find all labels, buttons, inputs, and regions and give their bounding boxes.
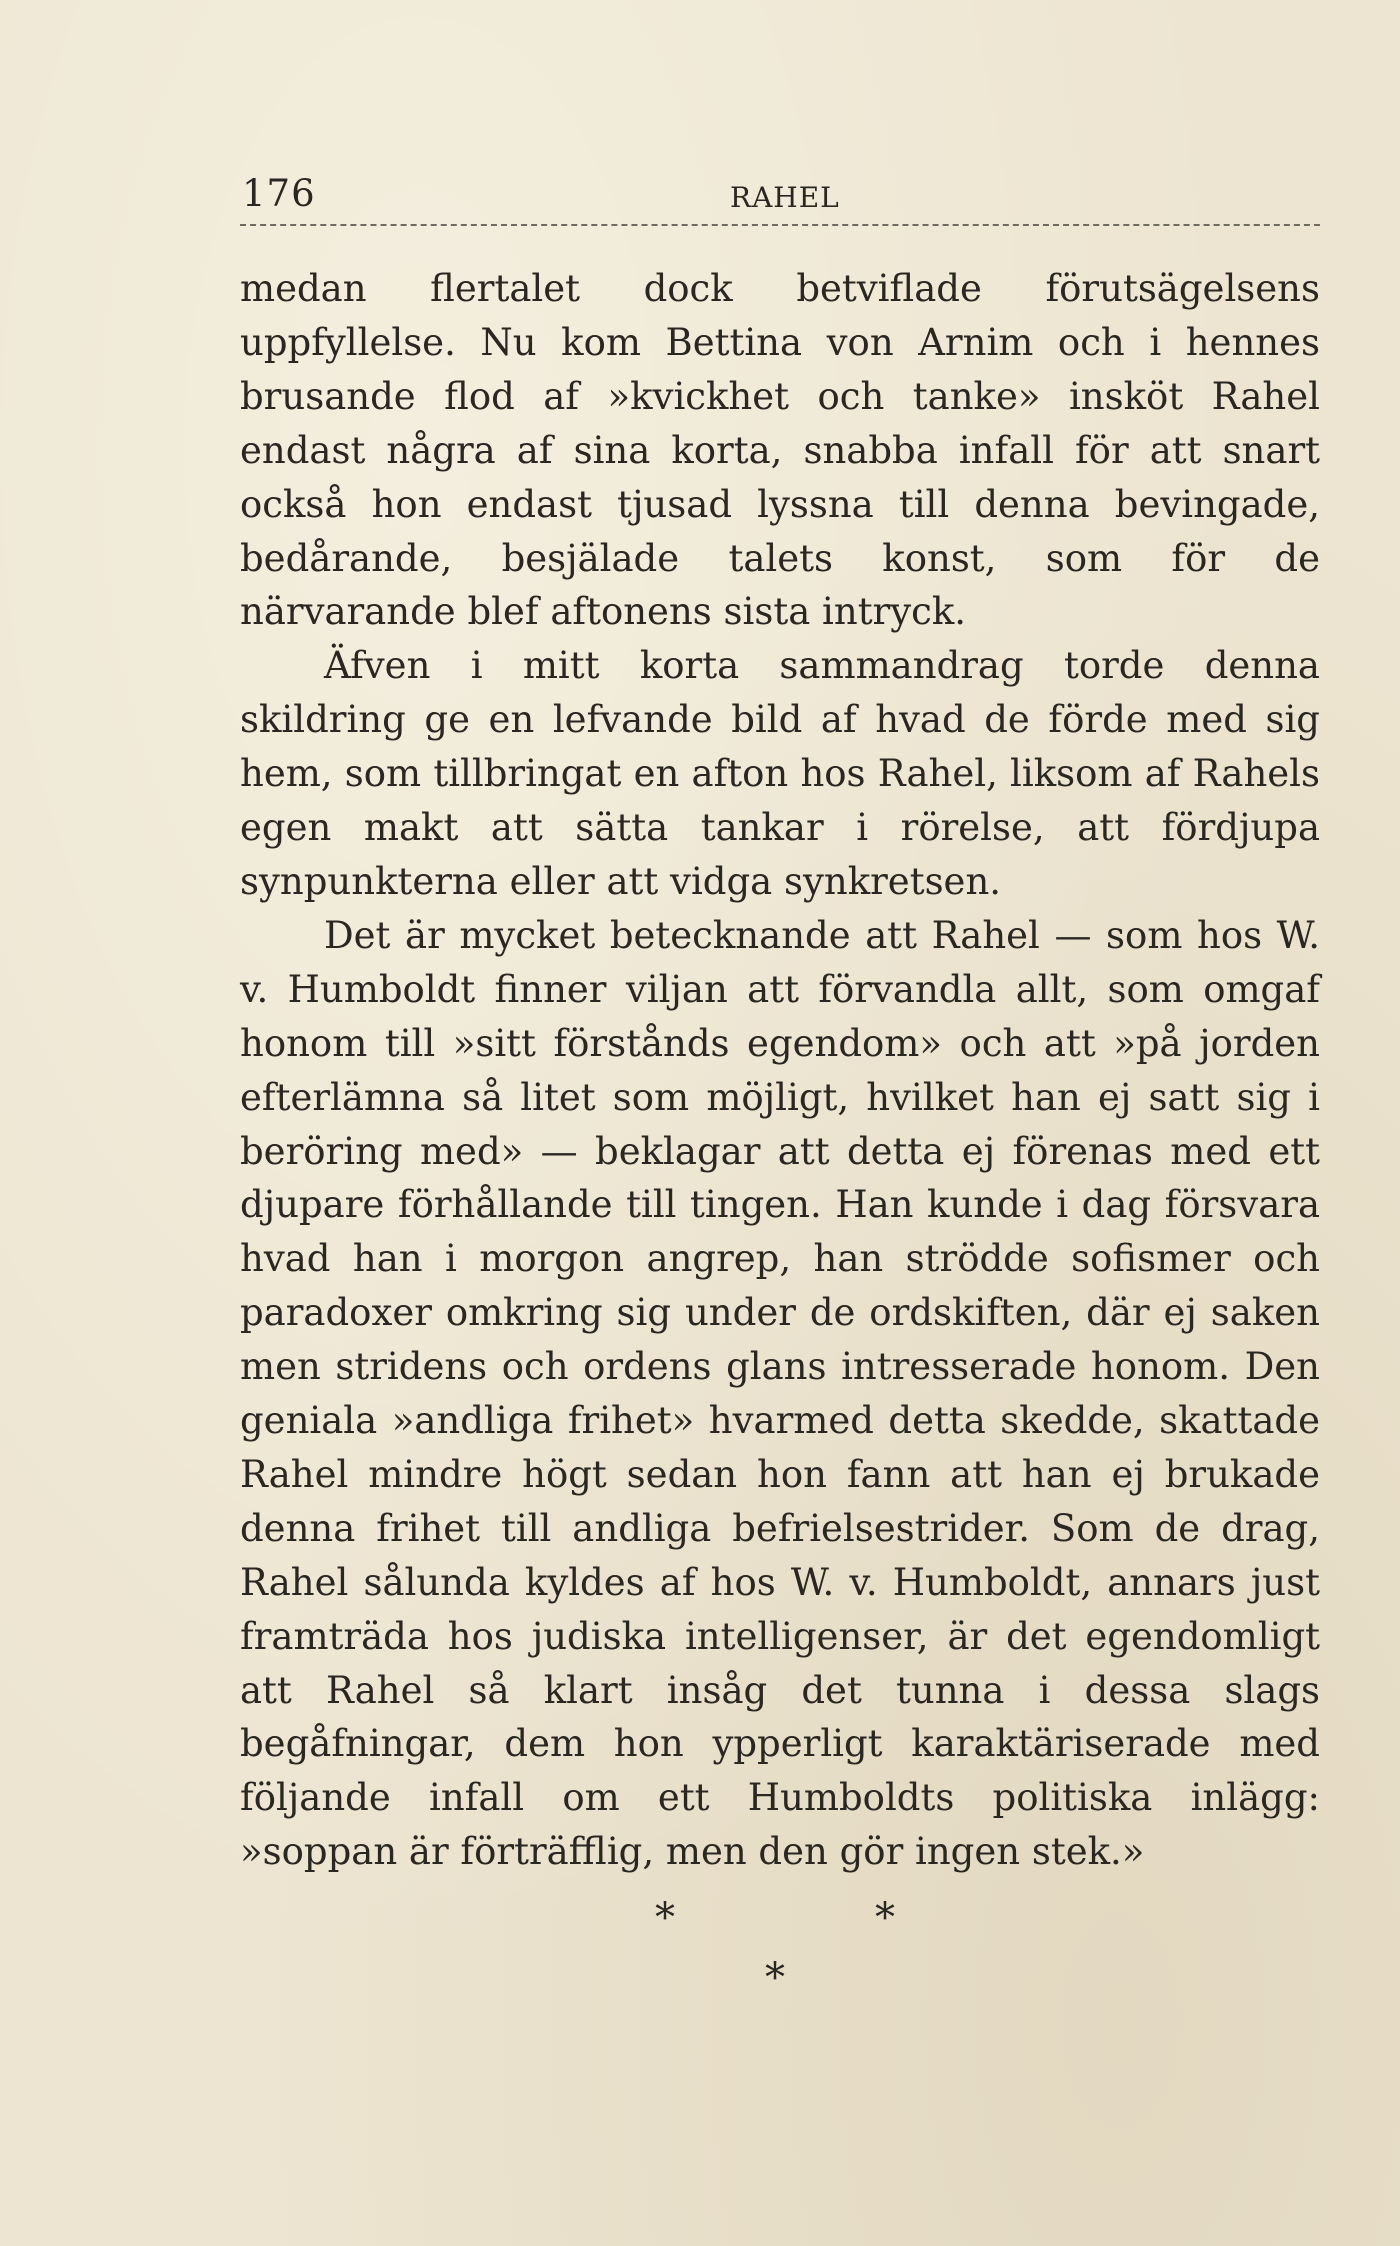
paragraph-2: Äfven i mitt korta sammandrag torde denna skildring ge en lefvande bild af hvad de förde med sig hem, som tillbringat en afton hos Rahel, liksom af Rahels egen makt att sätta tankar i rörelse, att fördjupa synpunkterna eller att vidga synkretsen. [240,644,1320,903]
body-text [240,262,1320,1879]
section-break-asterism [240,1888,1320,2008]
running-title: RAHEL [730,181,840,214]
paragraph-1: medan flertalet dock betviflade förutsägelsens uppfyllelse. Nu kom Bettina von Arnim och i hennes brusande flod af »kvickhet och tanke» insköt Rahel endast några af sina korta, snabba infall för att snart också hon endast tjusad lyssna till denna bevingade, bedårande, besjälade talets konst, som för de närvarande blef aftonens sista intryck. [240,267,1320,634]
asterisk-ornament: * [765,1955,785,2001]
page-number: 176 [242,172,316,215]
asterisk-ornament: * [655,1895,675,1941]
running-head [240,172,1320,226]
paragraph-3: Det är mycket betecknande att Rahel — som hos W. v. Humboldt finner viljan att förvandla allt, som omgaf honom till »sitt förstånds egendom» och att »på jorden efterlämna så litet som möjligt, hvilket han ej satt sig i beröring med» — beklagar att detta ej förenas med ett djupare förhållande till tingen. Han kunde i dag försvara hvad han i morgon angrep, han strödde sofismer och paradoxer omkring sig under de ordskiften, där ej saken men stridens och ordens glans intresserade honom. Den geniala »andliga frihet» hvarmed detta skedde, skattade Rahel mindre högt sedan hon fann att han ej brukade denna frihet till andliga befrielsestrider. Som de drag, Rahel sålunda kyldes af hos W. v. Humboldt, annars just framträda hos judiska intelligenser, är det egendomligt att Rahel så klart insåg det tunna i dessa slags begåfningar, dem hon ypperligt karaktäriserade med följande infall om ett Humboldts politiska inlägg: »soppan är förträfflig, men den gör ingen stek.» [240,913,1320,1874]
asterisk-ornament: * [875,1895,895,1941]
